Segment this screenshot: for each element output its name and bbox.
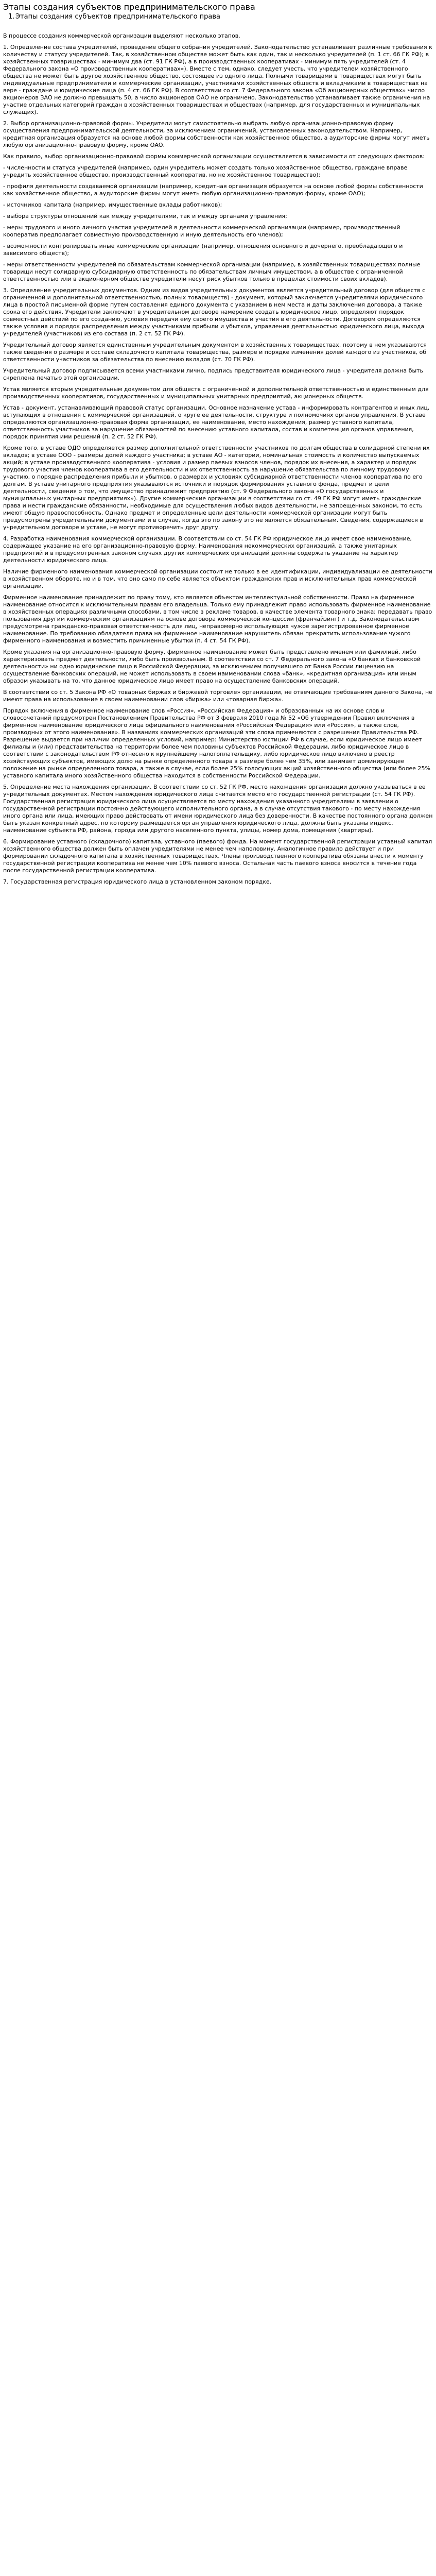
paragraph: - выбора структуры отношений как между учредителями, так и между органами управления;: [3, 213, 287, 219]
paragraph: 6. Формирование уставного (складочного) капитала, уставного (паевого) фонда. На момент государственной регистрации уставный капитал хозяйственного общества должен быть оплачен учредителями не менее чем наполовину. Аналогичное правило действует и при формировании складочного капитала в хозяйственных товариществах. Члены производственного кооператива обязаны внести к моменту государственной регистрации кооператива не менее чем 10% паевого взноса. Остальная часть паевого взноса вносится в течение года после государственной регистрации кооператива.: [3, 838, 432, 874]
paragraph: Порядок включения в фирменное наименование слов «Россия», «Российская Федерация» и образованных на их основе слов и словосочетаний предусмотрен Постановлением Правительства РФ от 3 февраля 2010 года № 52 «Об утверждении Правил включения в фирменное наименование юридического лица официального наименования «Российская Федерация» или «Россия», а также слов, производных от этого наименования». В названиях коммерческих организаций эти слова применяются с разрешения Правительства РФ. Разрешение выдается при наличии определенных условий, например: Министерство юстиции РФ в случае, если юридическое лицо имеет филиалы и (или) представительства на территории более чем половины субъектов Российской Федерации, либо юридическое лицо в соответствии с законодательством РФ отнесено к крупнейшему налогоплательщику, либо юридическое лицо включено в реестр хозяйствующих субъектов, имеющих долю на рынке определенного товара в размере более чем 35%, или занимает доминирующее положение на рынке определенного товара, а также в случае, если более 25% голосующих акций хозяйственного общества (или более 25% уставного капитала иного хозяйственного общества находится в собственности Российской Федерации.: [3, 707, 430, 779]
paragraph: 3. Определение учредительных документов. Одним из видов учредительных документов является учредительный договор (для обществ с ограниченной и дополнительной ответственностью, полных товариществ) - документ, который заключается учредителями юридического лица в простой письменной форме путем составления единого документа с указанием в нем места и даты заключения договора, а также срока его действия. Учредители заключают в учредительном договоре намерение создать юридическое лицо, определяют порядок совместных действий по его созданию, условия передачи ему своего имущества и участия в его деятельности. Договором определяются также условия и порядок распределения между участниками прибыли и убытков, управления деятельностью юридического лица, выхода учредителей (участников) из его состава (п. 2 ст. 52 ГК РФ).: [3, 287, 426, 337]
paragraph: - профиля деятельности создаваемой организации (например, кредитная организация образуется на основе любой формы собственности как хозяйственное общество, а аудиторские фирмы могут иметь любую организационно-правовую форму, кроме ОАО);: [3, 183, 423, 197]
paragraph: - источников капитала (например, имущественные вклады работников);: [3, 201, 222, 208]
paragraph: - меры трудового и иного личного участия учредителей в деятельности коммерческой организации (например, производственный кооператив предполагает совместную производственную и иную деятельность его членов);: [3, 224, 400, 238]
paragraph: 4. Разработка наименования коммерческой организации. В соответствии со ст. 54 ГК РФ юридическое лицо имеет свое наименование, содержащее указание на его организационно-правовую форму. Наименования некоммерческих организаций, а также унитарных предприятий и в предусмотренных законом случаях других коммерческих организаций должны содержать указание на характер деятельности юридического лица.: [3, 535, 412, 564]
toc-item-link[interactable]: Этапы создания субъектов предпринимательского права: [15, 13, 221, 21]
paragraph: Как правило, выбор организационно-правовой формы коммерческой организации осуществляется в зависимости от следующих факторов:: [3, 153, 425, 160]
paragraph: Устав - документ, устанавливающий правовой статус организации. Основное назначение устава - информировать контрагентов и иных лиц, вступающих в отношения с коммерческой организацией, о круге ее деятельности, структуре и полномочиях органов управления. В уставе определяются организационно-правовая форма организации, ее наименование, место нахождения, размер уставного капитала, ответственность участников за нарушение обязанностей по внесению уставного капитала, состав и компетенция органов управления, порядок принятия ими решений (п. 2 ст. 52 ГК РФ).: [3, 404, 430, 440]
page-title: Этапы создания субъектов предпринимательского права: [3, 2, 255, 12]
article-body: [3, 32, 433, 886]
paragraph: 5. Определение места нахождения организации. В соответствии со ст. 52 ГК РФ, место нахождения организации должно указываться в ее учредительных документах. Местом нахождения юридического лица считается место его государственной регистрации (ст. 54 ГК РФ). Государственная регистрация юридического лица осуществляется по месту нахождения указанного учредителями в заявлении о государственной регистрации постоянно действующего исполнительного органа, а в случае отсутствия такового - по месту нахождения иного органа или лица, имеющих право действовать от имени юридического лица без доверенности. В качестве постоянного органа должен быть указан конкретный адрес, по которому размещается орган управления юридического лица, должны быть указаны индекс, наименование субъекта РФ, района, города или другого населенного пункта, улицы, номер дома, помещения (квартиры).: [3, 784, 433, 834]
paragraph: Учредительный договор подписывается всеми участниками лично, подпись представителя юридического лица - учредителя должна быть скреплена печатью этой организации.: [3, 367, 424, 381]
paragraph: - возможности контролировать иные коммерческие организации (например, отношения основного и дочернего, преобладающего и зависимого обществ);: [3, 243, 403, 257]
paragraph: Кроме указания на организационно-правовую форму, фирменное наименование может быть представлено именем или фамилией, либо характеризовать предмет деятельности, либо быть произвольным. В соответствии со ст. 7 Федерального закона «О банках и банковской деятельности» ни одно юридическое лицо в Российской Федерации, за исключением получившего от Банка России лицензию на осуществление банковских операций, не может использовать в своем наименовании слова «банк», «кредитная организация» или иным образом указывать на то, что данное юридическое лицо имеет право на осуществление банковских операций.: [3, 649, 421, 684]
paragraph: 1. Определение состава учредителей, проведение общего собрания учредителей. Законодательство устанавливает различные требования к количеству и статусу учредителей. Так, в хозяйственном обществе может быть как один, так и несколько учредителей (п. 1 ст. 66 ГК РФ); в хозяйственных товариществах - минимум два (ст. 91 ГК РФ), а в производственных кооперативах - минимум пять учредителей (ст. 4 Федерального закона «О производственных кооперативах»). Вместе с тем, однако, следует учесть, что учредителем хозяйственного общества не может быть другое хозяйственное общество, состоящее из одного лица. Полными товарищами в товариществах могут быть индивидуальные предприниматели и коммерческие организации, участниками хозяйственных обществ и вкладчиками в товариществах на вере - граждане и юридические лица (п. 4 ст. 66 ГК РФ). В соответствии со ст. 7 Федерального закона «Об акционерных обществах» число акционеров ЗАО не должно превышать 50, а число акционеров ОАО не ограничено. Законодательство устанавливает также ограничения на участие отдельных категорий граждан в хозяйственных товариществах и обществах (например, для государственных и муниципальных служащих).: [3, 44, 432, 115]
toc-item-number: 1.: [8, 13, 15, 21]
paragraph: Кроме того, в уставе ОДО определяется размер дополнительной ответственности участников по долгам общества в солидарной степени их вкладов; в уставе ООО - размеры долей каждого участника; в уставе АО - категории, номинальная стоимость и количество выпускаемых акций; в уставе производственного кооператива - условия и размер паевых взносов членов, порядок их внесения, а характер и порядок трудового участия членов кооператива в его деятельности и их ответственность за нарушение обязательства по личному трудовому участию, о порядке распределения прибыли и убытков, о размерах и условиях субсидиарной ответственности членов кооператива по его долгам. В уставе унитарного предприятия указываются источники и порядок формирования уставного фонда, предмет и цели деятельности, сведения о том, что имущество принадлежит предприятию (ст. 9 Федерального закона «О государственных и муниципальных унитарных предприятиях»). Другие коммерческие организации в соответствии со ст. 49 ГК РФ могут иметь гражданские права и нести гражданские обязанности, необходимые для осуществления любых видов деятельности, не запрещенных законом, то есть имеют общую правоспособность. Однако предмет и определенные цели деятельности коммерческой организации могут быть предусмотрены учредительными документами и в случае, когда это по закону это не является обязательным. Сведения, содержащиеся в учредительном договоре и уставе, не могут противоречить друг другу.: [3, 445, 430, 531]
paragraph: Фирменное наименование принадлежит по праву тому, кто является объектом интеллектуальной собственности. Право на фирменное наименование относится к исключительным правам его владельца. Только ему принадлежит право использовать фирменное наименование в хозяйственных операциях различными способами, в том числе в рекламе товаров, в качестве элемента товарного знака; передавать право пользования другим коммерческим организациям на основе договора коммерческой концессии (франчайзинг) и т.д. Законодательством предусмотрена гражданско-правовая ответственность для лиц, неправомерно использующих чужое зарегистрированное фирменное наименование. По требованию обладателя права на фирменное наименование нарушитель обязан прекратить использование чужого фирменного наименования и возместить причиненные убытки (п. 4 ст. 54 ГК РФ).: [3, 594, 432, 644]
paragraph: В процессе создания коммерческой организации выделяют несколько этапов.: [3, 32, 240, 39]
paragraph: Устав является вторым учредительным документом для обществ с ограниченной и дополнительной ответственностью и единственным для производственных кооперативов, государственных и муниципальных унитарных предприятий, акционерных обществ.: [3, 386, 429, 400]
paragraph: В соответствии со ст. 5 Закона РФ «О товарных биржах и биржевой торговле» организации, не отвечающие требованиям данного Закона, не имеют права на использование в своем наименовании слов «биржа» или «товарная биржа».: [3, 689, 432, 703]
paragraph: 7. Государственная регистрация юридического лица в установленном законом порядке.: [3, 878, 272, 885]
paragraph: - численности и статуса учредителей (например, один учредитель может создать только хозяйственное общество, граждане вправе учредить хозяйственное общество, производственный кооператив, но не хозяйственное товарищество);: [3, 164, 408, 178]
toc-item[interactable]: [8, 13, 433, 21]
table-of-contents: [3, 13, 433, 21]
paragraph: Наличие фирменного наименования коммерческой организации состоит не только в ее идентификации, индивидуализации ее деятельности в хозяйственном обороте, но и в том, что оно само по себе является объектом гражданских прав и исключительных прав коммерческой организации.: [3, 568, 432, 589]
paragraph: 2. Выбор организационно-правовой формы. Учредители могут самостоятельно выбрать любую организационно-правовую форму осуществления предпринимательской деятельности, за исключением ограничений, установленных законодательством. Например, кредитная организация образуется на основе любой формы собственности как хозяйственное общество, а аудиторские фирмы могут иметь любую организационно-правовую форму, кроме ОАО.: [3, 120, 430, 148]
paragraph: - меры ответственности учредителей по обязательствам коммерческой организации (например, в хозяйственных товариществах полные товарищи несут солидарную субсидиарную ответственность по обязательствам личным имуществом, а в обществе с ограниченной ответственностью или в акционерном обществе учредители несут риск убытков только в пределах стоимости своих вкладов).: [3, 261, 421, 282]
paragraph: Учредительный договор является единственным учредительным документом в хозяйственных товариществах, поэтому в нем указываются также сведения о размере и составе складочного капитала товарищества, размере и порядке изменения долей каждого из участников, об ответственности участников за обязательства по внесению вкладов (ст. 70 ГК РФ).: [3, 342, 427, 363]
